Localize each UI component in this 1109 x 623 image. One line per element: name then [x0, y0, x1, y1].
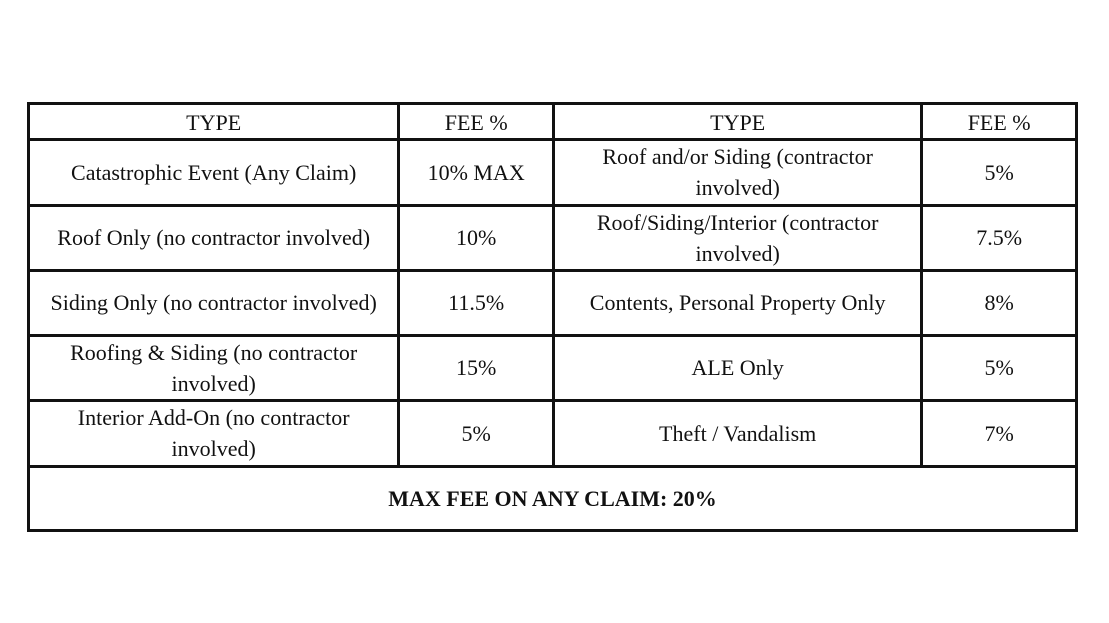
max-fee-note: MAX FEE ON ANY CLAIM: 20%: [29, 466, 1077, 531]
table-row: [29, 205, 1077, 270]
type-cell: Contents, Personal Property Only: [554, 271, 922, 335]
fee-cell: 10%: [399, 205, 554, 270]
type-cell: Roofing & Siding (no contractor involved): [29, 335, 399, 400]
type-cell: Roof and/or Siding (contractor involved): [554, 140, 922, 205]
table-header-row: [29, 104, 1077, 140]
fee-cell: 5%: [399, 401, 554, 466]
fee-cell: 8%: [922, 271, 1077, 335]
header-type-right: TYPE: [554, 104, 922, 140]
type-cell: Catastrophic Event (Any Claim): [29, 140, 399, 205]
type-cell: Theft / Vandalism: [554, 401, 922, 466]
fee-cell: 7%: [922, 401, 1077, 466]
fee-cell: 11.5%: [399, 271, 554, 335]
fee-schedule-table: [27, 102, 1078, 532]
table-row: [29, 335, 1077, 400]
table-row: [29, 271, 1077, 335]
fee-cell: 5%: [922, 335, 1077, 400]
header-fee-right: FEE %: [922, 104, 1077, 140]
type-cell: Siding Only (no contractor involved): [29, 271, 399, 335]
table-row: [29, 401, 1077, 466]
fee-cell: 7.5%: [922, 205, 1077, 270]
fee-cell: 5%: [922, 140, 1077, 205]
table-footer-row: [29, 466, 1077, 531]
fee-cell: 10% MAX: [399, 140, 554, 205]
fee-cell: 15%: [399, 335, 554, 400]
type-cell: Interior Add-On (no contractor involved): [29, 401, 399, 466]
type-cell: ALE Only: [554, 335, 922, 400]
type-cell: Roof/Siding/Interior (contractor involved): [554, 205, 922, 270]
table-row: [29, 140, 1077, 205]
type-cell: Roof Only (no contractor involved): [29, 205, 399, 270]
header-type-left: TYPE: [29, 104, 399, 140]
header-fee-left: FEE %: [399, 104, 554, 140]
